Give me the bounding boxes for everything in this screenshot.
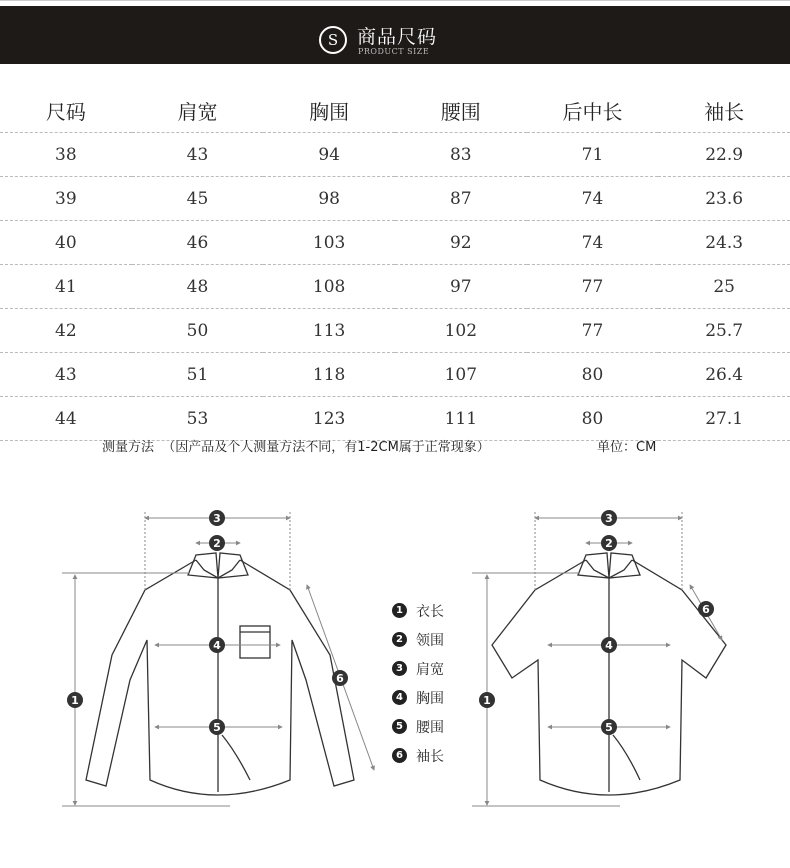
size-table [0, 88, 790, 441]
legend-label: 衣长 [416, 603, 444, 620]
svg-text:1: 1 [71, 694, 79, 707]
table-cell: 94 [263, 133, 395, 177]
number-badge-icon: 6 [392, 748, 407, 763]
table-cell: 97 [395, 265, 527, 309]
table-header-row [0, 88, 790, 133]
table-cell: 123 [263, 397, 395, 441]
table-cell: 38 [0, 133, 132, 177]
table-cell: 25.7 [658, 309, 790, 353]
table-cell: 107 [395, 353, 527, 397]
svg-text:6: 6 [336, 672, 344, 685]
brand-logo-icon: S [319, 26, 347, 54]
column-header: 袖长 [658, 88, 790, 133]
table-row [0, 397, 790, 441]
legend-label: 腰围 [416, 719, 444, 736]
table-cell: 41 [0, 265, 132, 309]
legend-item [392, 683, 444, 712]
top-divider [0, 0, 790, 1]
table-cell: 48 [132, 265, 264, 309]
long-sleeve-shirt-drawing [86, 553, 354, 795]
svg-text:5: 5 [213, 721, 221, 734]
legend-label: 胸围 [416, 690, 444, 707]
number-badge-icon: 1 [392, 603, 407, 618]
table-row [0, 265, 790, 309]
table-cell: 111 [395, 397, 527, 441]
measurement-note: 测量方法 （因产品及个人测量方法不同，有1-2CM属于正常现象） [102, 440, 490, 455]
table-cell: 46 [132, 221, 264, 265]
table-cell: 80 [527, 353, 659, 397]
legend-label: 肩宽 [416, 661, 444, 678]
table-cell: 23.6 [658, 177, 790, 221]
table-cell: 27.1 [658, 397, 790, 441]
table-cell: 98 [263, 177, 395, 221]
table-cell: 80 [527, 397, 659, 441]
legend-label: 领围 [416, 632, 444, 649]
number-badge-icon: 4 [392, 690, 407, 705]
svg-text:4: 4 [213, 639, 221, 652]
table-cell: 50 [132, 309, 264, 353]
table-row [0, 353, 790, 397]
table-cell: 22.9 [658, 133, 790, 177]
table-cell: 51 [132, 353, 264, 397]
svg-text:2: 2 [605, 537, 613, 550]
short-sleeve-markers [479, 510, 714, 735]
table-cell: 44 [0, 397, 132, 441]
legend-item [392, 741, 444, 770]
table-row [0, 177, 790, 221]
table-row [0, 309, 790, 353]
column-header: 胸围 [263, 88, 395, 133]
table-cell: 113 [263, 309, 395, 353]
legend-item [392, 596, 444, 625]
table-cell: 102 [395, 309, 527, 353]
legend-item [392, 654, 444, 683]
legend-label: 袖长 [416, 748, 444, 765]
table-cell: 74 [527, 177, 659, 221]
table-cell: 53 [132, 397, 264, 441]
number-badge-icon: 3 [392, 661, 407, 676]
table-cell: 26.4 [658, 353, 790, 397]
column-header: 后中长 [527, 88, 659, 133]
page-title: 商品尺码 [357, 26, 438, 48]
legend-item [392, 712, 444, 741]
svg-text:2: 2 [213, 537, 221, 550]
svg-text:3: 3 [605, 512, 613, 525]
column-header: 尺码 [0, 88, 132, 133]
table-cell: 87 [395, 177, 527, 221]
table-cell: 103 [263, 221, 395, 265]
svg-text:1: 1 [483, 694, 491, 707]
page-subtitle: PRODUCT SIZE [358, 47, 430, 56]
column-header: 肩宽 [132, 88, 264, 133]
table-cell: 118 [263, 353, 395, 397]
header-banner [0, 6, 790, 64]
table-row [0, 133, 790, 177]
svg-text:4: 4 [605, 639, 613, 652]
table-cell: 108 [263, 265, 395, 309]
table-cell: 83 [395, 133, 527, 177]
column-header: 腰围 [395, 88, 527, 133]
unit-label: 单位：CM [597, 440, 657, 455]
short-sleeve-dimension-lines [472, 512, 722, 806]
table-cell: 71 [527, 133, 659, 177]
long-sleeve-markers [67, 510, 348, 735]
table-cell: 39 [0, 177, 132, 221]
measurement-legend [392, 596, 444, 770]
table-row [0, 221, 790, 265]
table-cell: 43 [0, 353, 132, 397]
svg-text:3: 3 [213, 512, 221, 525]
short-sleeve-shirt-drawing [492, 553, 726, 795]
table-cell: 77 [527, 309, 659, 353]
table-cell: 25 [658, 265, 790, 309]
number-badge-icon: 5 [392, 719, 407, 734]
table-cell: 24.3 [658, 221, 790, 265]
table-cell: 43 [132, 133, 264, 177]
table-cell: 92 [395, 221, 527, 265]
svg-text:6: 6 [702, 603, 710, 616]
number-badge-icon: 2 [392, 632, 407, 647]
table-cell: 74 [527, 221, 659, 265]
table-cell: 77 [527, 265, 659, 309]
table-cell: 40 [0, 221, 132, 265]
legend-item [392, 625, 444, 654]
table-cell: 45 [132, 177, 264, 221]
table-cell: 42 [0, 309, 132, 353]
svg-text:5: 5 [605, 721, 613, 734]
